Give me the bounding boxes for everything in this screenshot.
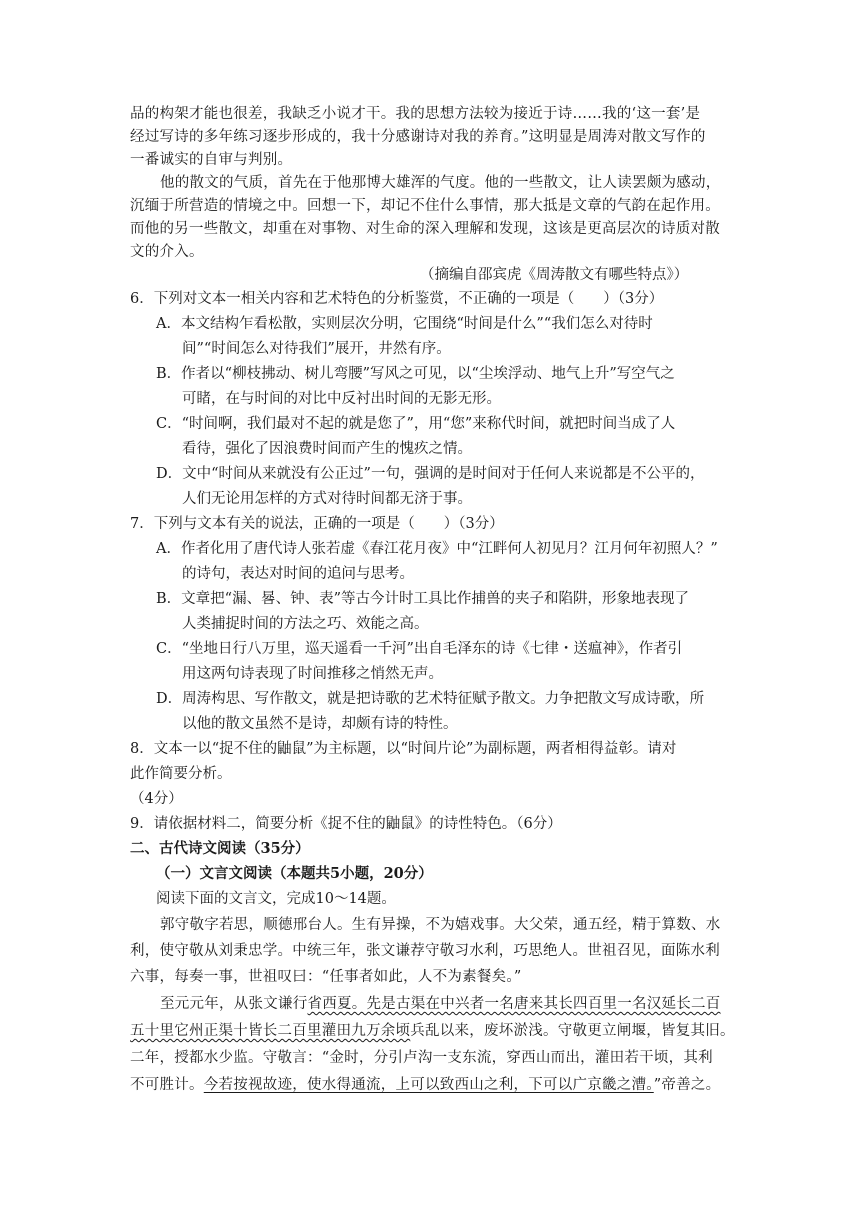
option-c-cont: 用这两句诗表现了时间推移之悄然无声。: [182, 666, 443, 682]
option-c: C．“坐地日行八万里，巡天遥看一千河”出自毛泽东的诗《七律・送瘟神》，作者引: [156, 641, 683, 657]
option-d: D．文中“时间从来就没有公正过”一句，强调的是时间对于任何人来说都是不公平的，: [156, 466, 705, 482]
passage-line: 他的散文的气质，首先在于他那博大雄浑的气度。他的一些散文，让人读罢颇为感动，: [160, 175, 721, 191]
option-d: D．周涛构思、写作散文，就是把诗歌的艺术特征赋予散文。力争把散文写成诗歌，所: [156, 691, 705, 707]
question-stem-cont: 此作简要分析。: [130, 766, 232, 782]
sentence-break-marked-text: 省西夏。先是古渠在中兴者一名唐来其长四百里一名汉延长二百: [307, 996, 721, 1012]
question-stem: 8．文本一以“捉不住的鼬鼠”为主标题，以“时间片论”为副标题，两者相得益彰。请对: [130, 741, 677, 757]
classical-line: 利，使守敬从刘秉忠学。中统三年，张文谦荐守敬习水利，巧思绝人。世祖召见，面陈水利: [130, 943, 720, 959]
option-a-cont: 间”“时间怎么对待我们”展开，井然有序。: [182, 341, 451, 357]
classical-line: [130, 1021, 735, 1041]
option-c: C．“时间啊，我们最对不起的就是您了”，用“您”来称代时间，就把时间当成了人: [156, 416, 676, 432]
classical-line: 二年，授都水少监。守敬言：“金时，分引卢沟一支东流，穿西山而出，灌田若干顷，其利: [130, 1050, 713, 1066]
classical-line: 六事，每奏一事，世祖叹曰：“任事者如此，人不为素餐矣。”: [130, 969, 522, 985]
option-a-cont: 的诗句，表达对时间的追问与思考。: [182, 566, 414, 582]
option-c-cont: 看待，强化了因浪费时间而产生的愧疚之情。: [182, 441, 472, 457]
passage-line: 沉缅于所营造的情境之中。回想一下，却记不住什么事情，那大抵是文章的气韵在起作用。: [130, 198, 720, 214]
section-heading: 二、古代诗文阅读（35分）: [130, 840, 310, 857]
classical-line: [130, 1075, 720, 1095]
option-b-cont: 可睹，在与时间的对比中反衬出时间的无影无形。: [182, 391, 501, 407]
option-a: A．作者化用了唐代诗人张若虚《春江花月夜》中“江畔何人初见月？江月何年初照人？”: [156, 541, 718, 557]
translation-underlined-text: 今若按视故迹，使水得通流，上可以致西山之利，下可以广京畿之漕。: [203, 1077, 654, 1093]
passage-line: 经过写诗的多年练习逐步形成的，我十分感谢诗对我的养育。”这明显是周涛对散文写作的: [130, 129, 706, 145]
question-stem: 9．请依据材料二，简要分析《捉不住的鼬鼠》的诗性特色。（6分）: [130, 816, 562, 832]
option-b-cont: 人类捕捉时间的方法之巧、效能之高。: [182, 616, 429, 632]
question-stem: 7．下列与文本有关的说法，正确的一项是（ ）（3分）: [130, 516, 504, 532]
passage-line: 一番诚实的自审与判别。: [130, 152, 293, 168]
option-d-cont: 以他的散文虽然不是诗，却颇有诗的特性。: [182, 716, 458, 732]
points-label: （4分）: [130, 791, 183, 807]
text-run: 不可胜计。: [130, 1077, 204, 1093]
subsection-heading: （一）文言文阅读（本题共5小题，20分）: [156, 865, 433, 882]
passage-line: 而他的另一些散文，却重在对事物、对生命的深入理解和发现，这该是更高层次的诗质对散: [130, 221, 720, 237]
option-b: B．文章把“漏、晷、钟、表”等古今计时工具比作捕兽的夹子和陷阱，形象地表现了: [156, 591, 689, 607]
sentence-break-marked-text: 五十里它州正渠十皆长二百里灌田九万余顷: [130, 1023, 411, 1039]
text-run: ”帝善之。: [653, 1077, 721, 1093]
source-citation: （摘编自邵宾虎《周涛散文有哪些特点》）: [420, 267, 689, 283]
text-run: 兵乱以来，废坏淤浅。守敬更立闸堰，皆复其旧。: [410, 1023, 735, 1039]
classical-line: 郭守敬字若思，顺德邢台人。生有异操，不为嬉戏事。大父荣，通五经，精于算数、水: [160, 917, 721, 933]
text-run: 至元元年，从张文谦行: [160, 996, 308, 1012]
option-b: B．作者以“柳枝拂动、树儿弯腰”写风之可见，以“尘埃浮动、地气上升”写空气之: [156, 366, 675, 382]
option-a: A．本文结构乍看松散，实则层次分明，它围绕“时间是什么”“我们怎么对待时: [156, 316, 653, 332]
instruction: 阅读下面的文言文，完成10～14题。: [156, 891, 396, 907]
option-d-cont: 人们无论用怎样的方式对待时间都无济于事。: [182, 491, 472, 507]
classical-line: [160, 994, 721, 1014]
passage-line: 品的构架才能也很差，我缺乏小说才干。我的思想方法较为接近于诗……我的‘这一套’是: [130, 106, 701, 122]
question-stem: 6．下列对文本一相关内容和艺术特色的分析鉴赏，不正确的一项是（ ）（3分）: [130, 291, 664, 307]
passage-line: 文的介入。: [130, 244, 204, 260]
